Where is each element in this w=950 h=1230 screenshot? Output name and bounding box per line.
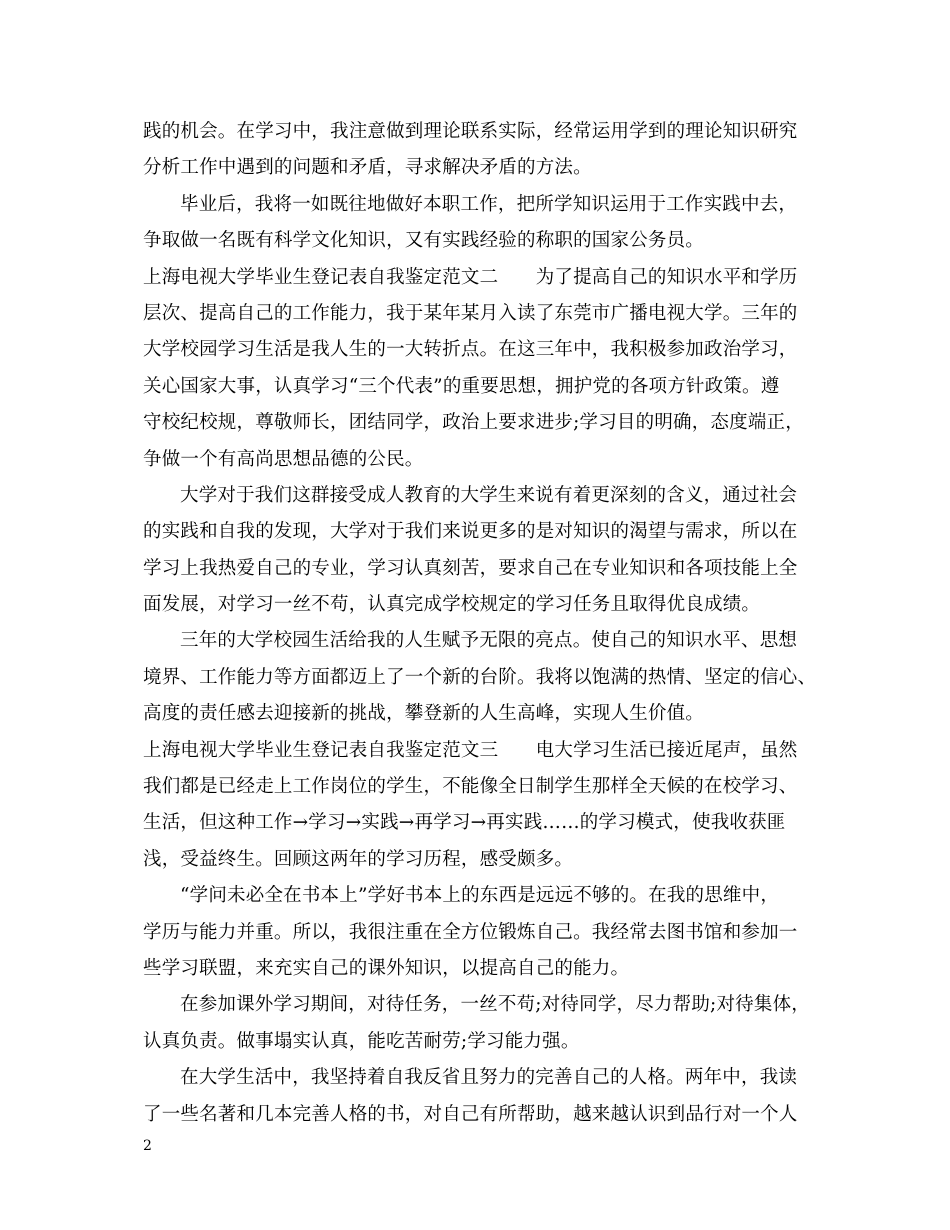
text-line: 境界、工作能力等方面都迈上了一个新的台阶。我将以饱满的热情、坚定的信心、 xyxy=(143,666,817,688)
text-line: 生活，但这种工作→学习→实践→再学习→再实践……的学习模式，使我收获匪 xyxy=(143,812,786,834)
text-line: 学习上我热爱自己的专业，学习认真刻苦，要求自己在专业知识和各项技能上全 xyxy=(143,557,798,579)
text-line: 了一些名著和几本完善人格的书，对自己有所帮助，越来越认识到品行对一个人 xyxy=(143,1103,798,1125)
text-line: 三年的大学校园生活给我的人生赋予无限的亮点。使自己的知识水平、思想 xyxy=(180,630,798,652)
text-line: 些学习联盟，来充实自己的课外知识，以提高自己的能力。 xyxy=(143,957,630,979)
text-line: “学问未必全在书本上”学好书本上的东西是远远不够的。在我的思维中， xyxy=(180,885,780,907)
text-line: 在参加课外学习期间，对待任务，一丝不苟;对待同学，尽力帮助;对待集体， xyxy=(180,994,810,1016)
text-line: 大学校园学习生活是我人生的一大转折点。在这三年中，我积极参加政治学习， xyxy=(143,339,798,361)
text-line: 毕业后，我将一如既往地做好本职工作，把所学知识运用于工作实践中去， xyxy=(180,193,798,215)
text-line: 分析工作中遇到的问题和矛盾，寻求解决矛盾的方法。 xyxy=(143,157,592,179)
document-body xyxy=(143,114,817,1133)
text-line: 关心国家大事，认真学习“三个代表”的重要思想，拥护党的各项方针政策。遵 xyxy=(143,375,780,397)
text-line: 争取做一名既有科学文化知识，又有实践经验的称职的国家公务员。 xyxy=(143,230,705,252)
text-line: 浅，受益终生。回顾这两年的学习历程，感受颇多。 xyxy=(143,848,574,870)
text-line: 在大学生活中，我坚持着自我反省且努力的完善自己的人格。两年中，我读 xyxy=(180,1067,798,1089)
text-line: 守校纪校规，尊敬师长，团结同学，政治上要求进步;学习目的明确，态度端正， xyxy=(143,412,804,434)
text-line: 争做一个有高尚思想品德的公民。 xyxy=(143,448,424,470)
text-line: 的实践和自我的发现，大学对于我们来说更多的是对知识的渴望与需求，所以在 xyxy=(143,521,798,543)
text-line: 大学对于我们这群接受成人教育的大学生来说有着更深刻的含义，通过社会 xyxy=(180,484,798,506)
page-number: 2 xyxy=(143,1138,152,1154)
text-line: 上海电视大学毕业生登记表自我鉴定范文二 为了提高自己的知识水平和学历 xyxy=(143,266,798,288)
text-line: 践的机会。在学习中，我注意做到理论联系实际，经常运用学到的理论知识研究 xyxy=(143,121,798,142)
text-line: 层次、提高自己的工作能力，我于某年某月入读了东莞市广播电视大学。三年的 xyxy=(143,302,798,324)
text-line: 高度的责任感去迎接新的挑战，攀登新的人生高峰，实现人生价值。 xyxy=(143,703,705,725)
text-line: 学历与能力并重。所以，我很注重在全方位锻炼自己。我经常去图书馆和参加一 xyxy=(143,921,798,943)
text-line: 我们都是已经走上工作岗位的学生，不能像全日制学生那样全天候的在校学习、 xyxy=(143,776,798,798)
text-line: 认真负责。做事塌实认真，能吃苦耐劳;学习能力强。 xyxy=(143,1030,580,1052)
text-line: 上海电视大学毕业生登记表自我鉴定范文三 电大学习生活已接近尾声，虽然 xyxy=(143,739,798,761)
text-line: 面发展，对学习一丝不苟，认真完成学校规定的学习任务且取得优良成绩。 xyxy=(143,594,761,616)
